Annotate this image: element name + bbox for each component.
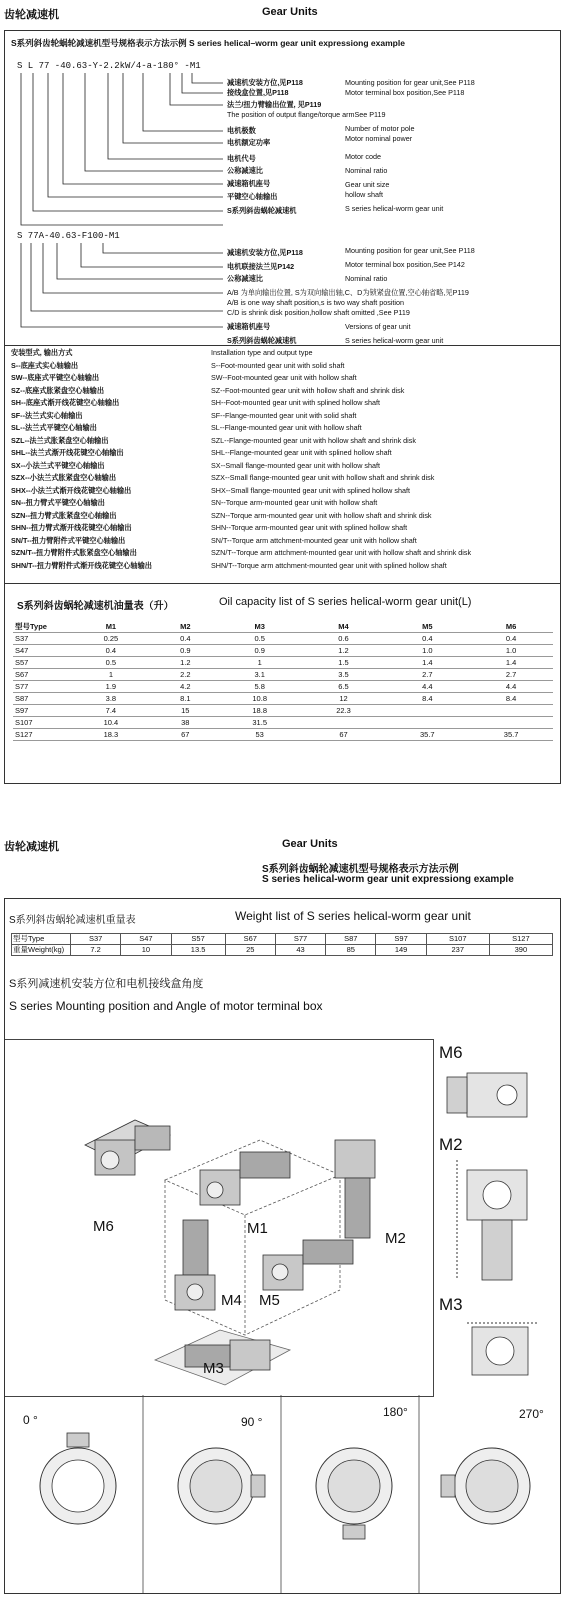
code1: S L 77 -40.63-Y-2.2kW/4-a-180° -M1 <box>17 61 201 71</box>
oil-cell: 38 <box>181 718 190 727</box>
terminal-box-0-drawing <box>23 1431 133 1541</box>
oil-cell: S107 <box>15 718 33 727</box>
install-14-en: SHN--Torque arm-mounted gear unit with splined hollow shaft <box>211 523 408 532</box>
code1-item-7-en: Nominal ratio <box>345 166 388 175</box>
oil-h3: M3 <box>254 622 265 631</box>
oil-cell <box>385 705 469 717</box>
oil-cell: 10.8 <box>252 694 267 703</box>
wt-type-3: S57 <box>171 934 225 945</box>
angle-label-270: 270° <box>519 1407 544 1421</box>
install-16-en: SZN/T--Torque arm attchment-mounted gear unit with hollow shaft and shrink disk <box>211 548 472 557</box>
install-9-en: SX--Small flange-mounted gear unit with hollow shaft <box>211 460 380 470</box>
oil-cell: 31.5 <box>252 718 267 727</box>
oil-cell: 4.2 <box>180 682 191 691</box>
pos-label-m5: M5 <box>259 1292 280 1309</box>
install-12-zh: SN--扭力臂式平键空心轴输出 <box>11 498 105 507</box>
wt-val-8: 237 <box>426 945 489 956</box>
install-divider <box>5 345 560 346</box>
weight-title-zh: S系列斜齿蜗轮减速机重量表 <box>9 915 136 926</box>
code1-item-0-zh: 减速机安装方位,见P118 <box>227 78 303 87</box>
code1-item-10-en: S series helical-worm gear unit <box>345 204 444 213</box>
table-row <box>13 729 553 741</box>
oil-cell: 0.5 <box>105 658 117 667</box>
table-row <box>13 669 553 681</box>
install-12-en: SN--Torque arm-mounted gear unit with hollow shaft <box>211 498 378 507</box>
code1-item-1-en: Motor terminal box position,See P118 <box>345 88 465 97</box>
code2-item-1-en: Motor terminal box position,See P142 <box>345 260 465 269</box>
oil-cell: 22.3 <box>336 706 351 715</box>
code2-item-0-zh: 减速机安装方位,见P118 <box>227 248 303 257</box>
oil-cell: S57 <box>15 658 29 667</box>
list-item <box>11 435 551 447</box>
wt-val-6: 85 <box>326 945 376 956</box>
oil-cell: 0.6 <box>338 634 349 643</box>
list-item <box>11 460 551 472</box>
install-4-zh: SH--底座式渐开线花键空心轴输出 <box>11 398 120 407</box>
install-0-en: Installation type and output type <box>211 348 313 357</box>
install-11-zh: SHX--小法兰式渐开线花键空心轴输出 <box>11 485 132 495</box>
wt-val-0: 重量Weight(kg) <box>12 945 71 956</box>
code2-item-2-en: Nominal ratio <box>345 274 388 283</box>
code1-item-4-zh: 电机极数 <box>227 126 256 135</box>
gear-unit-m5 <box>263 1240 353 1290</box>
oil-cell: 67 <box>181 730 190 739</box>
code1-item-9-zh: 平键空心轴输出 <box>227 192 278 201</box>
oil-cell: S97 <box>15 706 29 715</box>
oil-cell: 1 <box>257 658 262 667</box>
install-15-zh: SN/T--扭力臂附件式平键空心轴输出 <box>11 535 126 545</box>
code1-item-1-zh: 接线盒位置,见P118 <box>227 88 289 97</box>
wt-type-6: S87 <box>326 934 376 945</box>
install-types-list <box>11 347 551 579</box>
mounting-cube-drawing <box>5 1040 433 1396</box>
angle-label-0: 0 ° <box>23 1413 38 1427</box>
table-row <box>13 681 553 693</box>
wt-type-2: S47 <box>121 934 171 945</box>
oil-title-en: Oil capacity list of S series helical-worm gear unit(L) <box>219 596 472 608</box>
wt-type-5: S77 <box>275 934 325 945</box>
list-item <box>11 497 551 509</box>
oil-cell: S47 <box>15 646 29 655</box>
side-view-m2-drawing <box>437 1155 557 1285</box>
code1-item-6-en: Motor code <box>345 152 381 161</box>
angle-label-180: 180° <box>383 1405 408 1419</box>
oil-cell: 18.3 <box>103 730 119 739</box>
oil-h2: M2 <box>180 622 191 631</box>
oil-cell <box>469 705 553 717</box>
terminal-box-180-drawing <box>299 1431 409 1541</box>
oil-cell: 0.4 <box>505 634 517 643</box>
terminal-box-270-drawing <box>437 1431 547 1541</box>
mount-title-zh: S系列减速机安装方位和电机接线盒角度 <box>9 978 204 990</box>
oil-cell: 1.5 <box>338 658 349 667</box>
wt-val-4: 25 <box>225 945 275 956</box>
page2-title-zh: S系列斜齿蜗轮减速机型号规格表示方法示例 <box>262 864 459 875</box>
code1-item-6-zh: 电机代号 <box>227 154 256 163</box>
oil-cell: 1.2 <box>338 646 349 655</box>
code2-tail-1-en: S series helical-worm gear unit <box>345 336 444 345</box>
page1-header-zh: 齿轮减速机 <box>4 9 59 21</box>
wt-val-9: 390 <box>489 945 552 956</box>
oil-cell: 15 <box>181 706 190 715</box>
side-label-m3: M3 <box>439 1295 463 1314</box>
list-item <box>11 360 551 372</box>
oil-h6: M6 <box>505 622 517 631</box>
oil-cell: 1.4 <box>422 658 433 667</box>
oil-cell: 5.8 <box>254 682 265 691</box>
code1-item-7-zh: 公称减速比 <box>227 166 263 175</box>
code1-item-5-zh: 电机额定功率 <box>227 138 271 147</box>
install-15-en: SN/T--Torque arm attchment-mounted gear unit with hollow shaft <box>211 535 417 545</box>
page1-frame <box>4 30 561 784</box>
oil-h0: 型号Type <box>15 622 47 631</box>
oil-h5: M5 <box>422 622 433 631</box>
oil-cell: 67 <box>339 730 348 739</box>
install-6-en: SL--Flange-mounted gear unit with hollow shaft <box>211 423 362 432</box>
oil-divider <box>5 583 560 584</box>
oil-title-zh: S系列斜齿蜗轮减速机油量表（升） <box>17 601 174 612</box>
mounting-diagram-panel <box>5 1039 434 1397</box>
list-item <box>11 510 551 522</box>
code1-item-8-zh: 减速箱机座号 <box>227 179 271 188</box>
install-7-en: SZL--Flange-mounted gear unit with hollow shaft and shrink disk <box>211 435 416 445</box>
oil-cell: 0.9 <box>180 646 191 655</box>
install-9-zh: SX--小法兰式平键空心轴输出 <box>11 460 105 470</box>
code2-tail-1-zh: S系列斜齿蜗轮减速机 <box>227 336 297 345</box>
oil-cell: 0.25 <box>103 634 119 643</box>
wt-val-3: 13.5 <box>171 945 225 956</box>
install-5-en: SF--Flange-mounted gear unit with solid shaft <box>211 410 357 420</box>
oil-cell: 1.9 <box>105 682 117 691</box>
oil-cell: 3.8 <box>105 694 117 703</box>
install-5-zh: SF--法兰式实心轴输出 <box>11 410 83 420</box>
oil-cell: 7.4 <box>105 706 117 715</box>
oil-cell: 3.5 <box>338 670 349 679</box>
pos-label-m3: M3 <box>203 1360 224 1377</box>
install-6-zh: SL--法兰式平键空心轴输出 <box>11 423 97 432</box>
install-10-zh: SZX--小法兰式胀紧盘空心轴输出 <box>11 473 117 482</box>
oil-cell: 18.8 <box>252 706 267 715</box>
oil-cell: 4.4 <box>422 682 433 691</box>
oil-cell <box>385 717 469 729</box>
install-13-en: SZN--Torque arm-mounted gear unit with hollow shaft and shrink disk <box>211 510 432 520</box>
oil-cell: 3.1 <box>254 670 265 679</box>
install-1-en: S--Foot-mounted gear unit with solid shaft <box>211 360 345 370</box>
oil-h4: M4 <box>338 622 349 631</box>
install-2-en: SW--Foot-mounted gear unit with hollow shaft <box>211 373 357 382</box>
oil-cell: S37 <box>15 634 29 643</box>
install-14-zh: SHN--扭力臂式渐开线花键空心轴输出 <box>11 523 132 532</box>
side-views-panel <box>433 1039 560 1395</box>
oil-cell: 6.5 <box>338 682 349 691</box>
side-label-m6: M6 <box>439 1043 463 1062</box>
table-row <box>13 645 553 657</box>
side-label-m2: M2 <box>439 1135 463 1154</box>
install-4-en: SH--Foot-mounted gear unit with splined hollow shaft <box>211 398 380 407</box>
install-8-zh: SHL--法兰式渐开线花键空心轴输出 <box>11 448 124 457</box>
install-3-en: SZ--Foot-mounted gear unit with hollow shaft and shrink disk <box>211 385 405 395</box>
oil-cell: S87 <box>15 694 29 703</box>
page2-title-en: S series helical-worm gear unit expressiong example <box>262 874 514 885</box>
oil-h1: M1 <box>105 622 117 631</box>
oil-cell <box>469 717 553 729</box>
list-item <box>11 347 551 359</box>
ab-note-0: A/B 为单向输出位置, S为双向输出轴,C、D为锁紧盘位置,空心轴省略,见P119 <box>227 288 469 297</box>
list-item <box>11 547 551 559</box>
oil-cell: 53 <box>255 730 264 739</box>
ab-note-1: A/B is one way shaft position,s is two way shaft position <box>227 298 404 307</box>
install-7-zh: SZL--法兰式胀紧盘空心轴输出 <box>11 435 109 445</box>
table-row <box>13 705 553 717</box>
side-view-m3-drawing <box>437 1315 557 1395</box>
wt-val-5: 43 <box>275 945 325 956</box>
wt-type-0: 型号Type <box>12 934 71 945</box>
list-item <box>11 397 551 409</box>
list-item <box>11 422 551 434</box>
oil-cell: 4.4 <box>505 682 517 691</box>
list-item <box>11 560 551 572</box>
pos-label-m1: M1 <box>247 1220 268 1237</box>
oil-cell: 2.2 <box>180 670 191 679</box>
list-item <box>11 385 551 397</box>
page2-header-en: Gear Units <box>282 838 338 850</box>
code2-tail-0-zh: 减速箱机座号 <box>227 322 271 331</box>
code2-item-2-zh: 公称减速比 <box>227 274 263 283</box>
mount-title-en: S series Mounting position and Angle of motor terminal box <box>9 999 323 1013</box>
install-8-en: SHL--Flange-mounted gear unit with splined hollow shaft <box>211 448 392 457</box>
oil-cell: 12 <box>339 694 348 703</box>
pos-label-m4: M4 <box>221 1292 242 1309</box>
gear-unit-m6 <box>85 1120 170 1175</box>
install-16-zh: SZN/T--扭力臂附件式胀紧盘空心轴输出 <box>11 548 137 557</box>
oil-cell: 8.4 <box>505 694 517 703</box>
page1-title: S系列斜齿轮蜗轮减速机型号规格表示方法示例 S series helical–worm gear unit expressiong example <box>11 38 405 48</box>
oil-cell: 1.0 <box>505 646 517 655</box>
install-2-zh: SW--底座式平键空心轴输出 <box>11 373 100 382</box>
wt-type-9: S127 <box>489 934 552 945</box>
oil-cell <box>302 717 386 729</box>
install-13-zh: SZN--扭力臂式胀紧盘空心轴输出 <box>11 510 117 520</box>
side-view-m6-drawing <box>437 1063 557 1133</box>
oil-cell: 8.4 <box>422 694 433 703</box>
install-11-en: SHX--Small flange-mounted gear unit with splined hollow shaft <box>211 485 410 495</box>
oil-cell: 2.7 <box>422 670 433 679</box>
pos-label-m2: M2 <box>385 1230 406 1247</box>
list-item <box>11 535 551 547</box>
oil-cell: 8.1 <box>180 694 191 703</box>
code1-item-10-zh: S系列斜齿蜗轮减速机 <box>227 206 297 215</box>
code1-item-2-zh: 法兰/扭力臂输出位置, 见P119 <box>227 100 322 109</box>
list-item <box>11 522 551 534</box>
install-3-zh: SZ--底座式胀紧盘空心轴输出 <box>11 385 105 395</box>
oil-cell: 1 <box>108 670 113 679</box>
oil-cell: 1.4 <box>505 658 517 667</box>
gear-unit-m2 <box>335 1140 375 1238</box>
table-row <box>13 717 553 729</box>
install-10-en: SZX--Small flange-mounted gear unit with hollow shaft and shrink disk <box>211 473 435 482</box>
oil-cell: 0.5 <box>254 634 265 643</box>
oil-cell: 2.7 <box>505 670 517 679</box>
page1-header-en: Gear Units <box>262 6 318 18</box>
wt-val-1: 7.2 <box>71 945 121 956</box>
page2-frame <box>4 898 561 1594</box>
code2-item-1-zh: 电机联接法兰见P142 <box>227 262 295 271</box>
angle-label-90: 90 ° <box>241 1415 263 1429</box>
list-item <box>11 485 551 497</box>
weight-table <box>11 933 553 956</box>
oil-cell: 35.7 <box>419 730 435 739</box>
wt-type-7: S97 <box>376 934 426 945</box>
page2-header-zh: 齿轮减速机 <box>4 841 59 853</box>
oil-table <box>13 621 553 741</box>
code1-item-9-en: hollow shaft <box>345 190 383 199</box>
list-item <box>11 447 551 459</box>
wt-val-2: 10 <box>121 945 171 956</box>
oil-cell: 1.0 <box>422 646 433 655</box>
table-row <box>13 657 553 669</box>
oil-cell: 1.2 <box>180 658 191 667</box>
install-17-en: SHN/T--Torque arm attchment-mounted gear unit with splined hollow shaft <box>211 560 447 570</box>
list-item <box>11 472 551 484</box>
wt-type-1: S37 <box>71 934 121 945</box>
terminal-box-90-drawing <box>161 1431 271 1541</box>
code2: S 77A-40.63-F100-M1 <box>17 231 120 241</box>
code1-item-0-en: Mounting position for gear unit,See P118 <box>345 78 475 87</box>
oil-cell: 0.4 <box>180 634 191 643</box>
oil-cell: 0.4 <box>422 634 433 643</box>
oil-cell: 10.4 <box>103 718 119 727</box>
table-row <box>13 633 553 645</box>
ab-note-2: C/D is shrink disk position,hollow shaft omitted ,See P119 <box>227 308 410 317</box>
wt-type-8: S107 <box>426 934 489 945</box>
oil-cell: S77 <box>15 682 29 691</box>
code2-tail-0-en: Versions of gear unit <box>345 322 411 331</box>
table-row <box>12 934 553 945</box>
oil-cell: S67 <box>15 670 29 679</box>
weight-title-en: Weight list of S series helical-worm gear unit <box>235 909 471 923</box>
code1-item-3-zh: The position of output flange/torque armSee P119 <box>227 110 386 119</box>
list-item <box>11 410 551 422</box>
gear-unit-m4 <box>175 1220 215 1310</box>
oil-cell: 35.7 <box>503 730 519 739</box>
code2-item-0-en: Mounting position for gear unit,See P118 <box>345 246 475 255</box>
table-row <box>13 693 553 705</box>
wt-val-7: 149 <box>376 945 426 956</box>
code1-item-5-en: Motor nominal power <box>345 134 413 143</box>
oil-cell: 0.4 <box>105 646 117 655</box>
code1-item-4-en: Number of motor pole <box>345 124 415 133</box>
oil-header-row <box>13 621 553 633</box>
install-17-zh: SHN/T--扭力臂附件式渐开线花键空心轴输出 <box>11 560 152 570</box>
oil-cell: 0.9 <box>254 646 265 655</box>
code1-item-8-en: Gear unit size <box>345 180 390 189</box>
angle-row <box>5 1395 560 1593</box>
list-item <box>11 372 551 384</box>
pos-label-m6: M6 <box>93 1218 114 1235</box>
wt-type-4: S67 <box>225 934 275 945</box>
table-row <box>12 945 553 956</box>
install-0-zh: 安装型式, 输出方式 <box>11 348 73 357</box>
install-1-zh: S--底座式实心轴输出 <box>11 360 79 370</box>
oil-cell: S127 <box>15 730 33 739</box>
